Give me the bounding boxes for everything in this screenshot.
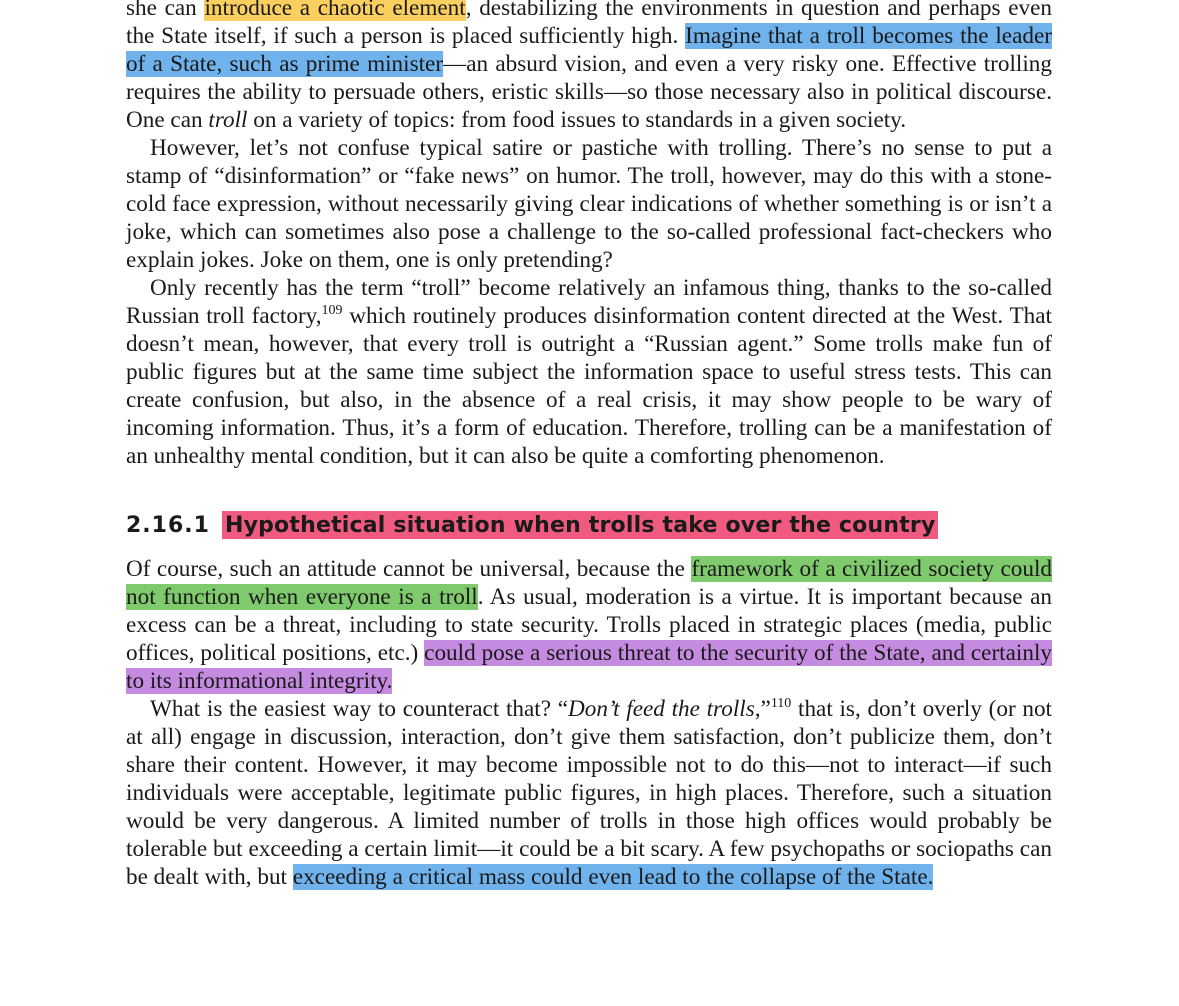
paragraph-1 <box>126 0 1052 134</box>
emphasis-text: Don’t feed the trolls <box>568 696 755 722</box>
emphasis-text: troll <box>208 107 248 133</box>
paragraph-text: Of course, such an attitude cannot be universal, because the <box>126 556 692 582</box>
paragraph-3 <box>126 274 1052 470</box>
paragraph-text: Only recently has the term “troll” become relatively an infamous thing, thanks to the so-called Russian troll factory, <box>126 275 1052 329</box>
section-title-highlight-pink: Hypothetical situation when trolls take over the country <box>222 511 938 539</box>
section-number: 2.16.1 <box>126 513 210 538</box>
paragraph-text: However, let’s not confuse typical satire or pastiche with trolling. There’s no sense to put a stamp of “disinformation” or “fake news” on humor. The troll, however, may do this with a stone-cold face expression, without necessarily giving clear indications of whether something is or isn’t a joke, which can sometimes also pose a challenge to the so-called professional fact-checkers who explain jokes. Joke on them, one is only pretending? <box>126 135 1052 273</box>
paragraph-4 <box>126 555 1052 695</box>
paragraph-text: What is the easiest way to counteract that? “ <box>150 696 569 722</box>
highlight-blue: exceeding a critical mass could even lead to the collapse of the State. <box>292 864 934 890</box>
paragraph-text: ,” <box>754 696 771 722</box>
paragraph-text: that is, don’t overly (or not at all) engage in discussion, interaction, don’t give them satisfaction, don’t publicize them, don’t share their content. However, it may become impossible not to do this—not to interact—if such individuals were acceptable, legitimate public figures, in high places. Therefore, such a situation would be very dangerous. A limited number of trolls in those high offices would probably be tolerable but exceeding a certain limit—it could be a bit scary. A few psychopaths or sociopaths can be dealt with, but <box>126 696 1052 890</box>
highlight-green: framework of a civilized society could not function when everyone is a troll <box>126 556 1052 610</box>
paragraph-text: she can <box>126 0 205 21</box>
paragraph-2 <box>126 134 1052 274</box>
footnote-marker[interactable]: 110 <box>770 696 792 711</box>
section-heading <box>126 509 1052 543</box>
highlight-yellow: introduce a chaotic element <box>204 0 465 21</box>
document-page <box>126 0 1052 891</box>
paragraph-5 <box>126 695 1052 891</box>
paragraph-text: . As usual, moderation is a virtue. It is important because an excess can be a threat, including to state security. Trolls placed in strategic places (media, public offices, political positions, etc.) <box>126 584 1053 666</box>
paragraph-text: —an absurd vision, and even a very risky one. Effective trolling requires the ability to persuade others, eristic skills—so those necessary also in political discourse. One can <box>126 51 1052 133</box>
footnote-marker[interactable]: 109 <box>321 303 343 318</box>
paragraph-text: on a variety of topics: from food issues to standards in a given society. <box>247 107 907 133</box>
highlight-blue: Imagine that a troll becomes the leader of a State, such as prime minister <box>126 23 1052 77</box>
paragraph-text: which routinely produces disinformation content directed at the West. That doesn’t mean, however, that every troll is outright a “Russian agent.” Some trolls make fun of public figures but at the same time subject the information space to useful stress tests. This can create confusion, but also, in the absence of a real crisis, it may show people to be wary of incoming information. Thus, it’s a form of education. Therefore, trolling can be a manifestation of an unhealthy mental condition, but it can also be quite a comforting phenomenon. <box>126 303 1052 469</box>
highlight-purple: could pose a serious threat to the security of the State, and certainly to its informational integrity. <box>126 640 1052 694</box>
paragraph-text: , destabilizing the environments in question and perhaps even the State itself, if such a person is placed sufficiently high. <box>126 0 1052 49</box>
